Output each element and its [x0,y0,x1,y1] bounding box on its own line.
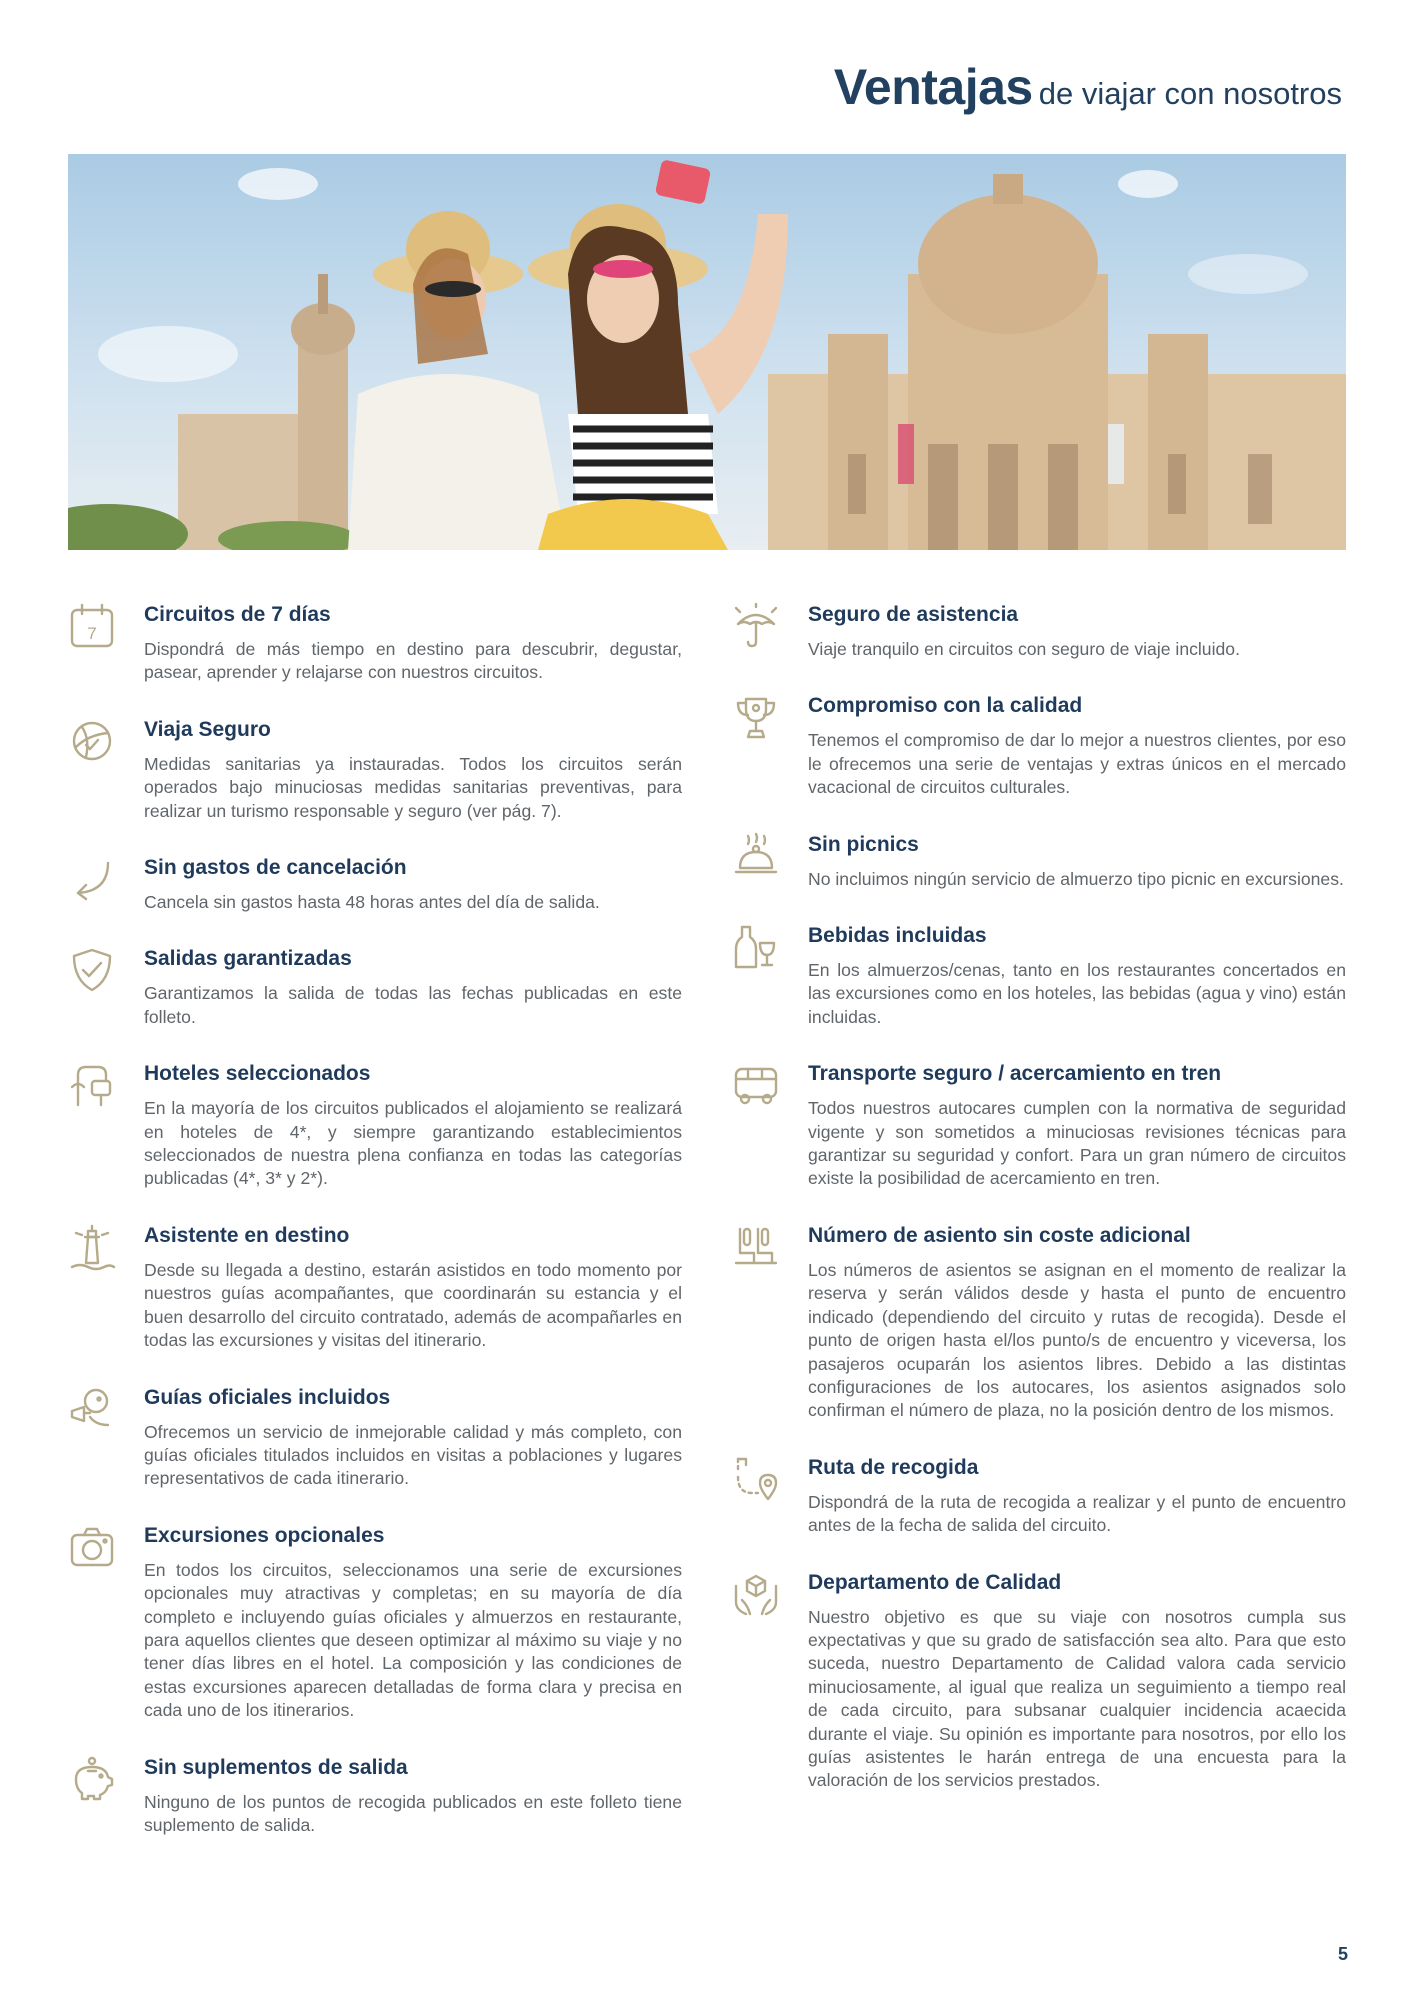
feature-item [68,1221,682,1353]
feature-title: Guías oficiales incluidos [144,1385,391,1409]
feature-item [68,1521,682,1723]
feature-text: Dispondrá de más tiempo en destino para descubrir, degustar, pasear, aprender y relajarse con nuestros circuitos. [144,639,682,683]
feature-item [68,1383,682,1491]
feature-title: Sin gastos de cancelación [144,856,407,880]
svg-text:7: 7 [87,624,97,643]
right-column [732,600,1346,1793]
feature-item [732,691,1346,799]
page-title-subtitle: de viajar con nosotros [1038,76,1342,111]
feature-text: Tenemos el compromiso de dar lo mejor a nuestros clientes, por eso le ofrecemos una serie de ventajas y extras únicos en el mercado vacacional de circuitos culturales. [808,730,1346,798]
feature-text: Viaje tranquilo en circuitos con seguro de viaje incluido. [808,639,1240,659]
piggy-bank-icon [68,1755,116,1803]
feature-text: En todos los circuitos, seleccionamos una serie de excursiones opcionales muy atractivas y completas; en su mayoría de día completo e incluyendo guías oficiales y almuerzos en restaurante, para aquellos clientes que deseen optimizar al máximo su viaje y no tener días libres en el hotel. La composición y las condiciones de estas excursiones aparecen detalladas de forma clara y precisa en cada uno de los itinerarios. [144,1559,682,1721]
feature-item [732,830,1346,891]
feature-title: Seguro de asistencia [808,603,1019,626]
guide-megaphone-icon [68,1385,116,1433]
feature-title: Número de asiento sin coste adicional [808,1223,1191,1247]
feature-title: Sin picnics [808,832,919,856]
feature-title: Bebidas incluidas [808,924,987,948]
feature-title: Sin suplementos de salida [144,1755,408,1779]
feature-title: Circuitos de 7 días [144,603,331,626]
hero-photo [68,154,1346,550]
feature-title: Compromiso con la calidad [808,694,1083,718]
feature-item [732,1059,1346,1191]
globe-check-icon [68,717,116,765]
left-column [68,600,682,1837]
feature-title: Asistente en destino [144,1223,350,1247]
feature-text: Los números de asientos se asignan en el momento de realizar la reserva y serán válidos desde y hasta el punto de encuentro indicado (dependiendo del circuito y rutas de recogida). Desde el punto de origen hasta el/los punto/s de encuentro y viceversa, los pasajeros ocuparán los asientos libres. Debido a las distintas configuraciones de los autocares, los asientos asignados solo confirman el número de plaza, no la posición dentro de los mismos. [808,1259,1346,1421]
feature-item [732,1568,1346,1793]
feature-item [68,853,682,914]
cloche-icon [732,832,780,880]
calendar-icon [68,602,116,650]
feature-item [68,1753,682,1838]
bus-seats-icon [732,1223,780,1271]
return-arrow-icon [68,855,116,903]
feature-item [68,600,682,685]
page-title [834,58,1342,116]
umbrella-icon [732,602,780,650]
feature-text: Dispondrá de la ruta de recogida a realizar y el punto de encuentro antes de la fecha de salida del circuito. [808,1491,1346,1536]
feature-text: Desde su llegada a destino, estarán asistidos en todo momento por nuestros guías acompañantes, que coordinarán su estancia y el buen desarrollo del circuito contratado, además de acompañarles en todas las excursiones y visitas del itinerario. [144,1259,682,1351]
feature-item [68,1059,682,1191]
feature-title: Ruta de recogida [808,1455,979,1479]
feature-item [68,944,682,1029]
feature-text: En la mayoría de los circuitos publicados el alojamiento se realizará en hoteles de 4*, y siempre garantizando establecimientos seleccionados de nuestra plena confianza en todas las categorías publicadas (4*, 3* y 2*). [144,1098,682,1189]
trophy-icon [732,693,780,741]
feature-item [732,921,1346,1029]
feature-title: Transporte seguro / acercamiento en tren [808,1062,1222,1086]
feature-text: Garantizamos la salida de todas las fechas publicadas en este folleto. [144,983,682,1027]
feature-text: Nuestro objetivo es que su viaje con nosotros cumpla sus expectativas y que su grado de satisfacción sea alto. Para que esto suceda, nuestro Departamento de Calidad valora cada servicio minuciosamente, al igual que realiza un seguimiento a tiempo real de cada circuito, para subsanar cualquier incidencia acaecida durante el viaje. Su opinión es importante para nosotros, por ello los guías asistentes le harán entrega de una encuesta para la valoración de los servicios prestados. [808,1606,1346,1791]
feature-title: Salidas garantizadas [144,947,352,971]
feature-text: En los almuerzos/cenas, tanto en los restaurantes concertados en las excursiones como en los hoteles, las bebidas (agua y vino) están incluidas. [808,960,1346,1027]
feature-text: Medidas sanitarias ya instauradas. Todos los circuitos serán operados bajo minuciosas medidas sanitarias preventivas, para realizar un turismo responsable y seguro (ver pág. 7). [144,753,682,821]
feature-title: Departamento de Calidad [808,1570,1062,1594]
shield-check-icon [68,946,116,994]
bus-icon [732,1061,780,1109]
feature-item [68,715,682,823]
feature-text: No incluimos ningún servicio de almuerzo tipo picnic en excursiones. [808,868,1344,889]
feature-text: Ninguno de los puntos de recogida publicados en este folleto tiene suplemento de salida. [144,1791,682,1835]
hands-quality-icon [732,1570,780,1618]
camera-icon [68,1523,116,1571]
page-number: 5 [1337,1944,1348,1964]
feature-item [732,600,1346,661]
feature-text: Ofrecemos un servicio de inmejorable calidad y más completo, con guías oficiales titulados incluidos en visitas a poblaciones y lugares representativos de cada itinerario. [144,1421,682,1489]
feature-title: Hoteles seleccionados [144,1062,371,1086]
wine-bottle-glass-icon [732,923,780,971]
feature-item [732,1453,1346,1538]
lighthouse-icon [68,1223,116,1271]
route-pin-icon [732,1455,780,1503]
page-title-main: Ventajas [833,59,1033,115]
feature-title: Viaja Seguro [144,717,271,741]
feature-title: Excursiones opcionales [144,1523,385,1547]
hotel-sign-icon [68,1061,116,1109]
feature-text: Cancela sin gastos hasta 48 horas antes del día de salida. [144,892,600,913]
feature-item [732,1221,1346,1423]
feature-text: Todos nuestros autocares cumplen con la normativa de seguridad vigente y son sometidos a minuciosas revisiones técnicas para garantizar su seguridad y confort. Para un gran número de circuitos existe la posibilidad de acercamiento en tren. [808,1098,1346,1189]
